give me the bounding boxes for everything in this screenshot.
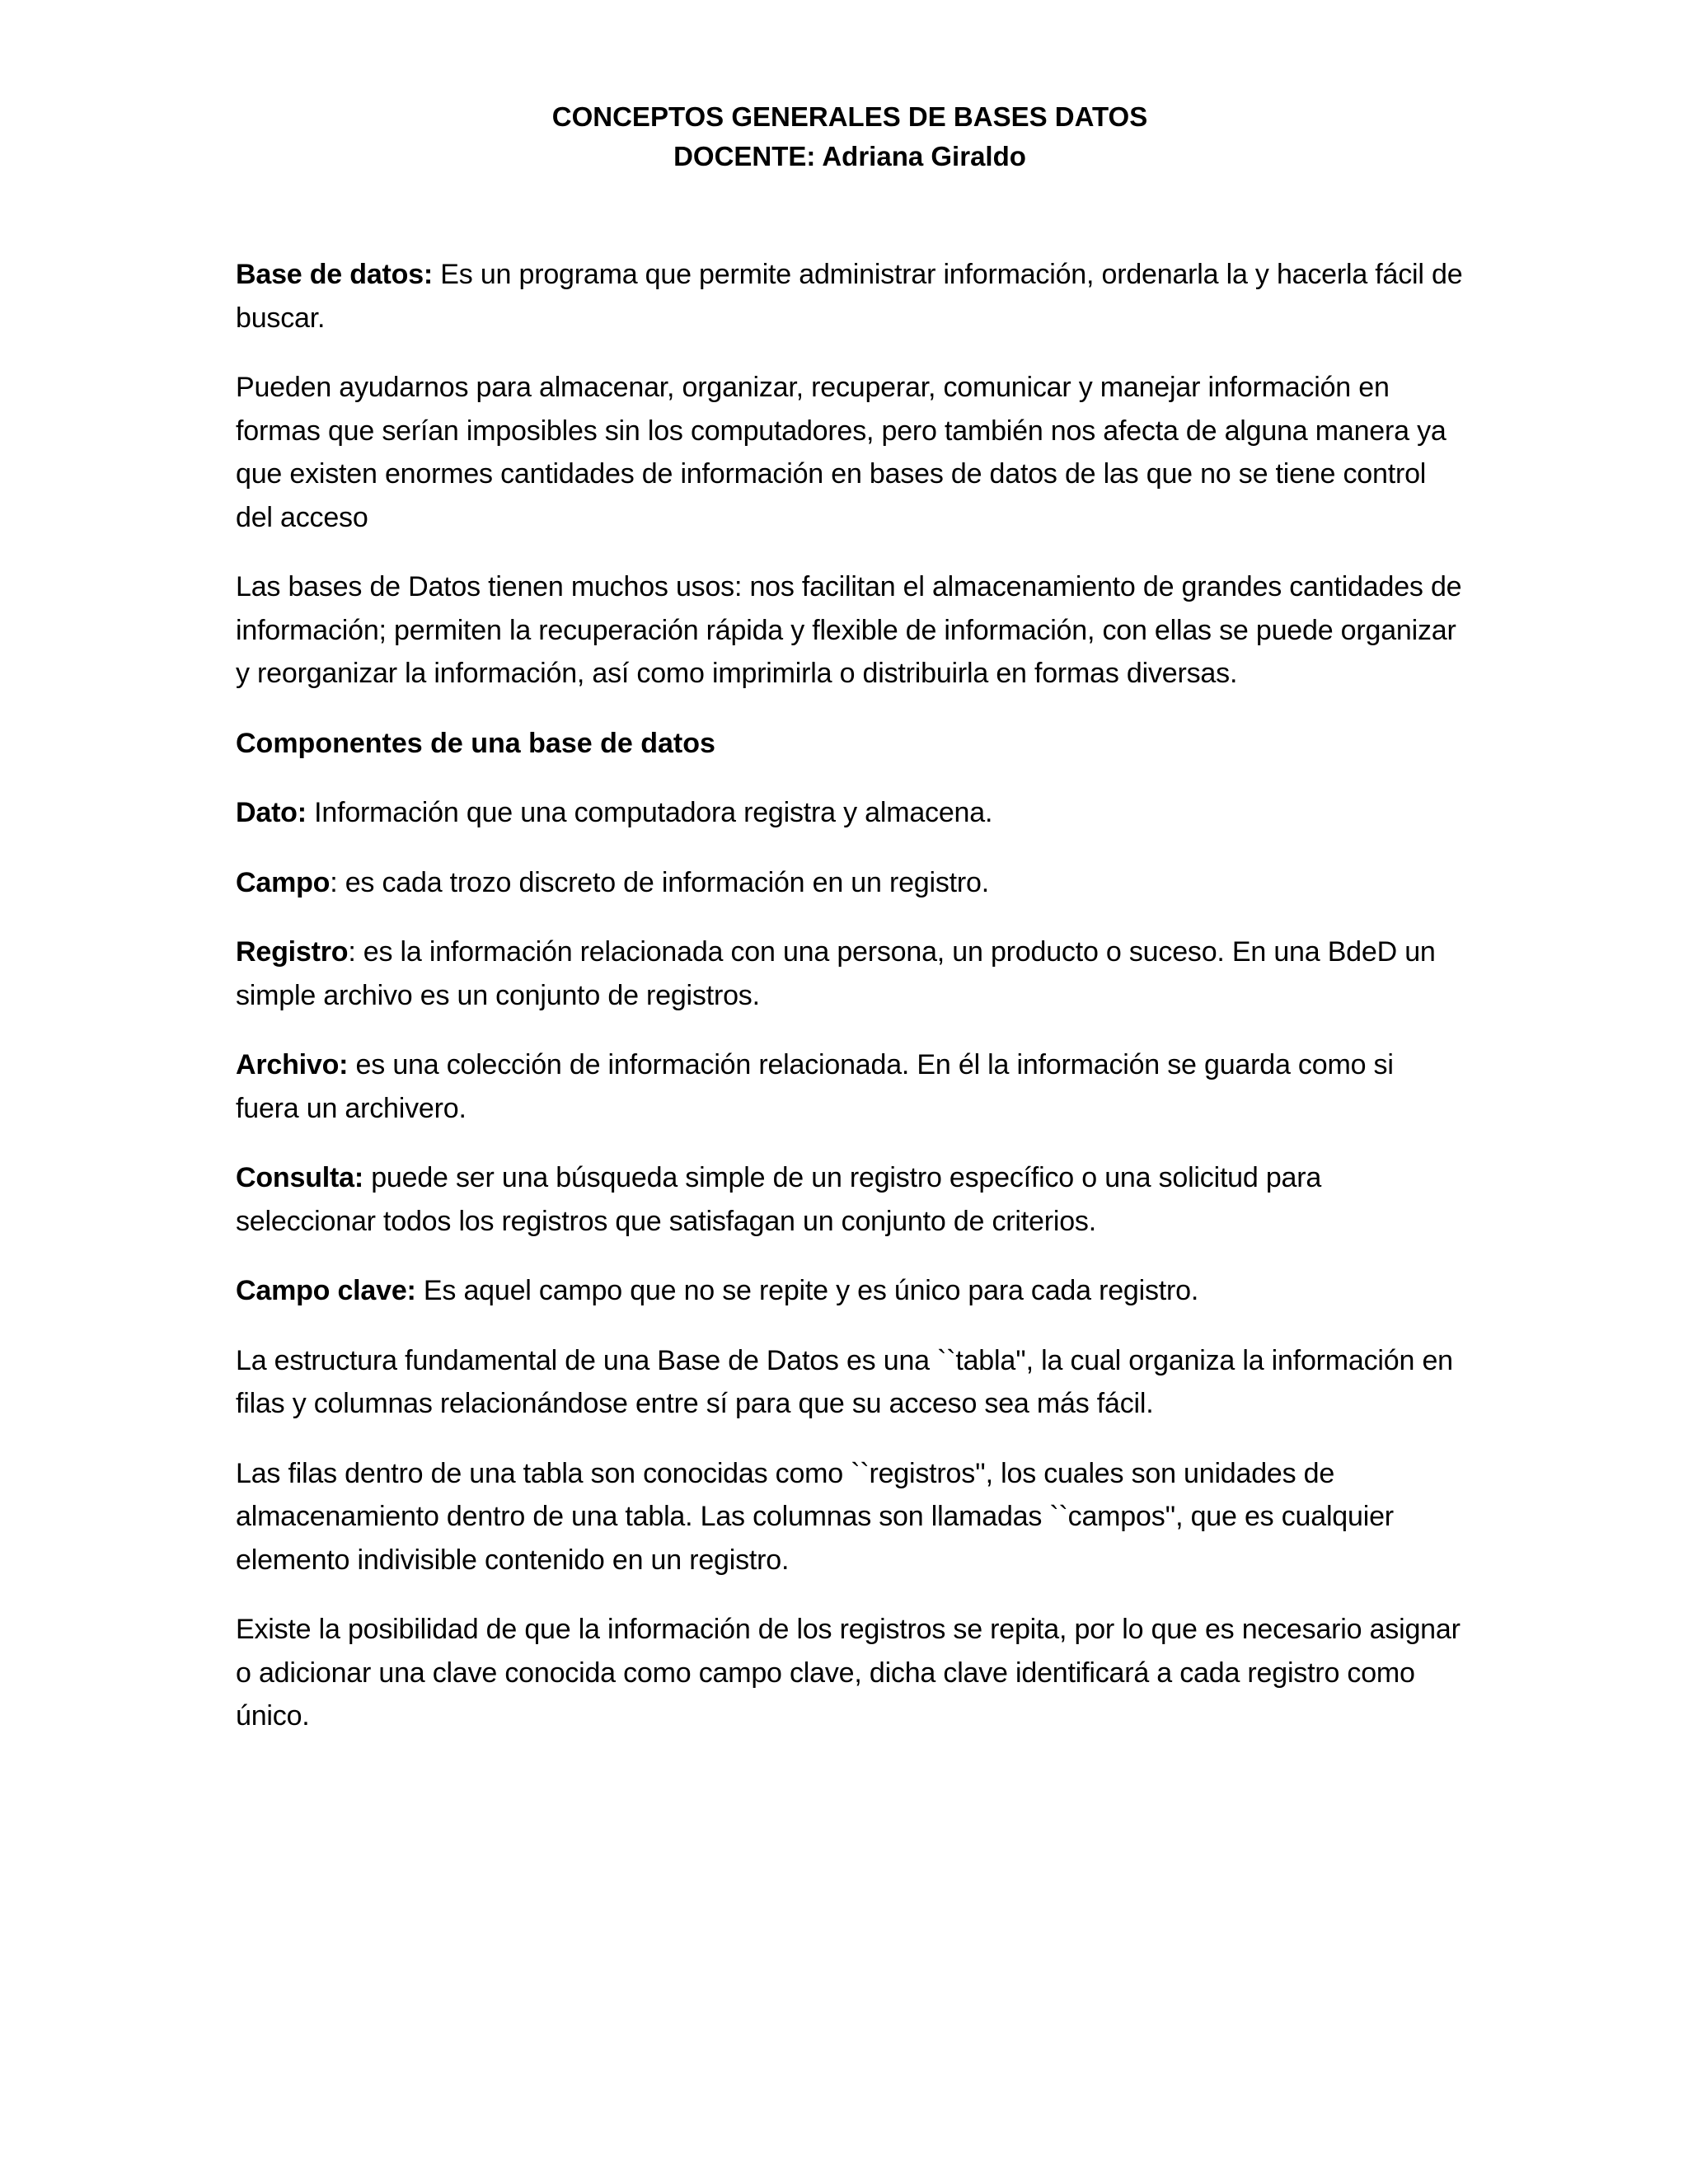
text-consulta: puede ser una búsqueda simple de un registro específico o una solicitud para seleccionar todos los registros que satisfagan un conjunto de criterios.	[236, 1162, 1322, 1237]
definition-campo-clave	[236, 1269, 1464, 1313]
text-registro: : es la información relacionada con una persona, un producto o suceso. En una BdeD un simple archivo es un conjunto de registros.	[236, 936, 1436, 1011]
text-base-de-datos: Es un programa que permite administrar información, ordenarla la y hacerla fácil de buscar.	[236, 259, 1463, 334]
term-archivo: Archivo:	[236, 1049, 349, 1080]
section-heading-componentes: Componentes de una base de datos	[236, 727, 715, 759]
document-header	[236, 97, 1464, 176]
definition-base-de-datos	[236, 253, 1464, 340]
definition-consulta	[236, 1156, 1464, 1243]
definition-registro	[236, 930, 1464, 1017]
definition-archivo	[236, 1043, 1464, 1130]
paragraph-uso-1: Pueden ayudarnos para almacenar, organizar, recuperar, comunicar y manejar información en formas que serían imposibles sin los computadores, pero también nos afecta de alguna manera ya que existen enormes cantidades de información en bases de datos de las que no se tiene control del acceso	[236, 372, 1447, 533]
term-registro: Registro	[236, 936, 349, 968]
term-dato: Dato:	[236, 797, 307, 828]
term-campo-clave: Campo clave:	[236, 1275, 416, 1306]
definition-dato	[236, 791, 1464, 835]
term-campo: Campo	[236, 866, 331, 898]
text-archivo: es una colección de información relacionada. En él la información se guarda como si fuera un archivero.	[236, 1049, 1394, 1124]
text-dato: Información que una computadora registra y almacena.	[306, 797, 993, 828]
paragraph-estructura: La estructura fundamental de una Base de Datos es una ``tabla'', la cual organiza la información en filas y columnas relacionándose entre sí para que su acceso sea más fácil.	[236, 1344, 1453, 1419]
document-teacher: DOCENTE: Adriana Giraldo	[673, 141, 1026, 171]
text-campo-clave: Es aquel campo que no se repite y es único para cada registro.	[415, 1275, 1199, 1306]
paragraph-posibilidad: Existe la posibilidad de que la información de los registros se repita, por lo que es necesario asignar o adicionar una clave conocida como campo clave, dicha clave identificará a cada registro como único.	[236, 1614, 1461, 1732]
paragraph-uso-2: Las bases de Datos tienen muchos usos: nos facilitan el almacenamiento de grandes cantidades de información; permiten la recuperación rápida y flexible de información, con ellas se puede organizar y reorganizar la información, así como imprimirla o distribuirla en formas diversas.	[236, 571, 1462, 689]
text-campo: : es cada trozo discreto de información en un registro.	[330, 866, 989, 898]
term-consulta: Consulta:	[236, 1162, 363, 1193]
paragraph-filas: Las filas dentro de una tabla son conocidas como ``registros'', los cuales son unidades de almacenamiento dentro de una tabla. Las columnas son llamadas ``campos'', que es cualquier elemento indivisible contenido en un registro.	[236, 1457, 1394, 1576]
document-title: CONCEPTOS GENERALES DE BASES DATOS	[551, 101, 1148, 132]
document-page	[236, 97, 1464, 1765]
term-base-de-datos: Base de datos:	[236, 259, 434, 290]
definition-campo	[236, 861, 1464, 905]
